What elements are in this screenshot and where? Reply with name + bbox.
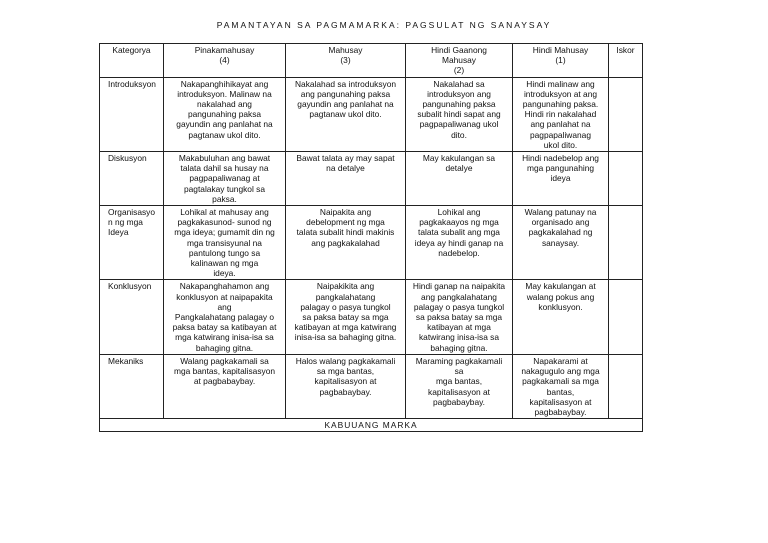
header-row bbox=[100, 44, 643, 78]
header-level-3 bbox=[286, 44, 406, 78]
header-level-4 bbox=[164, 44, 286, 78]
criteria-cell: Hindi ganap na naipakita ang pangkalahatang palagay o pasya tungkol sa paksa batay sa mga katibayan at mga katwirang inisa-isa sa bahaging gitna. bbox=[406, 280, 513, 354]
total-label: KABUUANG MARKA bbox=[100, 419, 643, 432]
criteria-cell: Makabuluhan ang bawat talata dahil sa husay na pagpapaliwanag at pagtalakay tungkol sa paksa. bbox=[164, 152, 286, 206]
row-category: Mekaniks bbox=[100, 354, 164, 418]
score-cell[interactable] bbox=[609, 77, 643, 151]
criteria-cell: Lohikal at mahusay ang pagkakasunod- sunod ng mga ideya; gumamit din ng mga transisyunal na pantulong tungo sa kalinawan ng mga ideya. bbox=[164, 206, 286, 280]
score-cell[interactable] bbox=[609, 354, 643, 418]
score-cell[interactable] bbox=[609, 280, 643, 354]
header-label: Kategorya bbox=[112, 45, 151, 55]
table-row bbox=[100, 152, 643, 206]
header-label: Mahusay bbox=[328, 45, 363, 55]
criteria-cell: Walang pagkakamali sa mga bantas, kapitalisasyon at pagbabaybay. bbox=[164, 354, 286, 418]
total-row bbox=[100, 419, 643, 432]
criteria-cell: Naipakikita ang pangkalahatang palagay o pasya tungkol sa paksa batay sa mga katibayan at mga katwirang inisa-isa sa bahaging gitna. bbox=[286, 280, 406, 354]
header-label: Hindi Mahusay bbox=[532, 45, 589, 55]
table-row bbox=[100, 77, 643, 151]
header-score: (2) bbox=[453, 65, 465, 76]
row-category: Introduksyon bbox=[100, 77, 164, 151]
header-label: Iskor bbox=[616, 45, 635, 55]
row-category: Konklusyon bbox=[100, 280, 164, 354]
header-category bbox=[100, 44, 164, 78]
header-score: (1) bbox=[555, 55, 566, 66]
criteria-cell: Nakapanghahamon ang konklusyon at naipapakita ang Pangkalahatang palagay o paksa batay sa katibayan at mga katwirang inisa-isa sa bahaging gitna. bbox=[164, 280, 286, 354]
criteria-cell: Nakapanghihikayat ang introduksyon. Malinaw na nakalahad ang pangunahing paksa gayundin ang panlahat na pagtanaw ukol dito. bbox=[164, 77, 286, 151]
page-title: PAMANTAYAN SA PAGMAMARKA: PAGSULAT NG SANAYSAY bbox=[216, 20, 552, 30]
header-score-column bbox=[609, 44, 643, 78]
criteria-cell: Hindi nadebelop ang mga pangunahing ideya bbox=[513, 152, 609, 206]
criteria-cell: Bawat talata ay may sapat na detalye bbox=[286, 152, 406, 206]
criteria-cell: Nakalahad sa introduksyon ang pangunahing paksa gayundin ang panlahat na pagtanaw ukol dito. bbox=[286, 77, 406, 151]
criteria-cell: Naipakita ang debelopment ng mga talata subalit hindi makinis ang pagkakalahad bbox=[286, 206, 406, 280]
header-score: (4) bbox=[219, 55, 230, 66]
score-cell[interactable] bbox=[609, 152, 643, 206]
table-row bbox=[100, 206, 643, 280]
header-label: Hindi Gaanong Mahusay bbox=[431, 45, 487, 66]
criteria-cell: Hindi malinaw ang introduksyon at ang pangunahing paksa. Hindi rin nakalahad ang panlahat na pagpapaliwanag ukol dito. bbox=[513, 77, 609, 151]
criteria-cell: Lohikal ang pagkakaayos ng mga talata subalit ang mga ideya ay hindi ganap na nadebelop. bbox=[406, 206, 513, 280]
criteria-cell: Nakalahad sa introduksyon ang pangunahing paksa subalit hindi sapat ang pagpapaliwanag ukol dito. bbox=[406, 77, 513, 151]
criteria-cell: Maraming pagkakamali sa mga bantas, kapitalisasyon at pagbabaybay. bbox=[406, 354, 513, 418]
header-level-2 bbox=[406, 44, 513, 78]
criteria-cell: May kakulangan at walang pokus ang konklusyon. bbox=[513, 280, 609, 354]
table-row bbox=[100, 280, 643, 354]
header-score: (3) bbox=[340, 55, 351, 66]
score-cell[interactable] bbox=[609, 206, 643, 280]
criteria-cell: Halos walang pagkakamali sa mga bantas, kapitalisasyon at pagbabaybay. bbox=[286, 354, 406, 418]
table-row bbox=[100, 354, 643, 418]
criteria-cell: Walang patunay na organisado ang pagkakalahad ng sanaysay. bbox=[513, 206, 609, 280]
criteria-cell: Napakarami at nakagugulo ang mga pagkakamali sa mga bantas, kapitalisasyon at pagbabaybay. bbox=[513, 354, 609, 418]
header-label: Pinakamahusay bbox=[194, 45, 255, 55]
row-category: Diskusyon bbox=[100, 152, 164, 206]
rubric-table bbox=[99, 43, 643, 432]
header-level-1 bbox=[513, 44, 609, 78]
row-category: Organisasyo n ng mga Ideya bbox=[100, 206, 164, 280]
criteria-cell: May kakulangan sa detalye bbox=[406, 152, 513, 206]
